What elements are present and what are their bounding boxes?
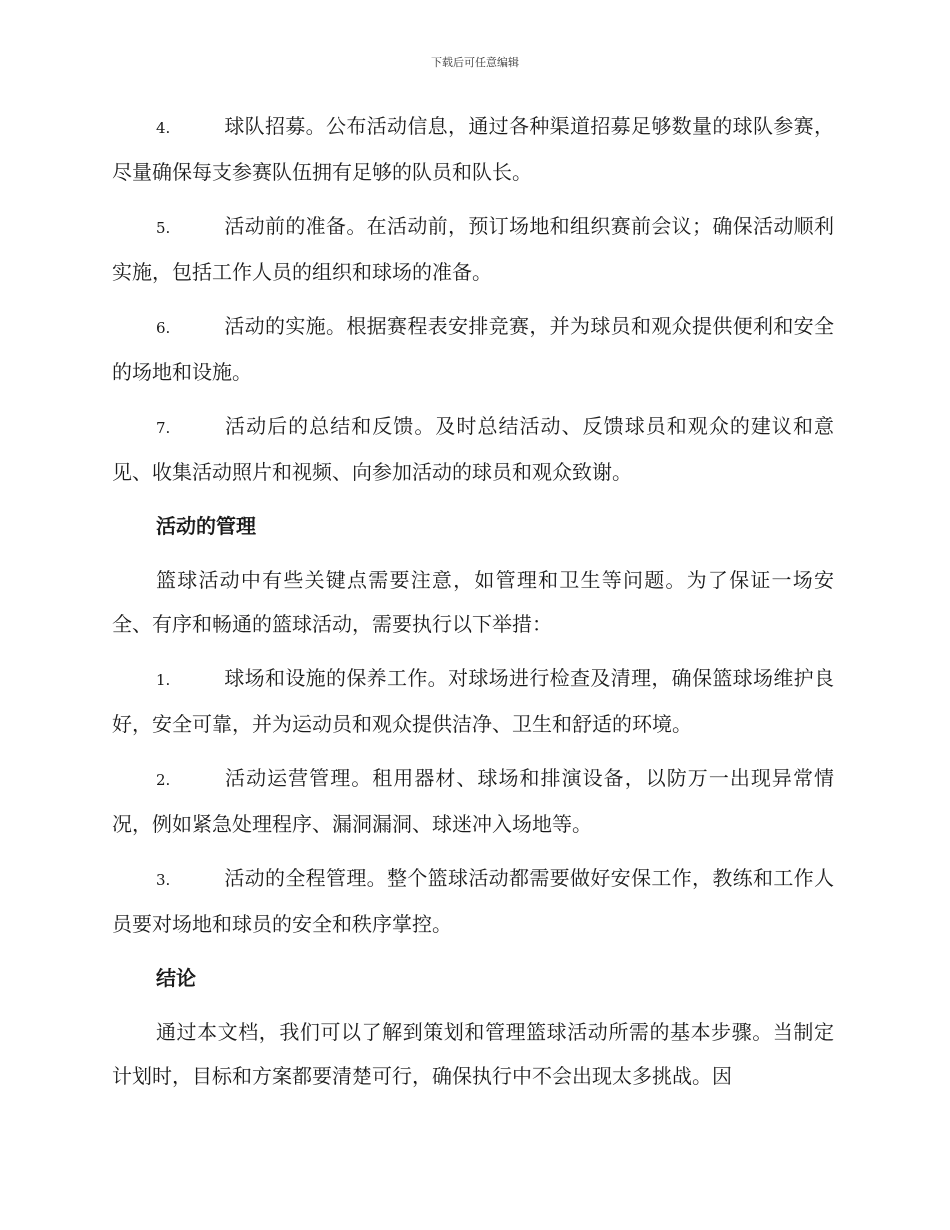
- conclusion-paragraph: 通过本文档，我们可以了解到策划和管理篮球活动所需的基本步骤。当制定计划时，目标和方案都要清楚可行，确保执行中不会出现太多挑战。因: [112, 1020, 834, 1088]
- list-item: [112, 656, 834, 746]
- list-text: 球队招募。公布活动信息，通过各种渠道招募足够数量的球队参赛，尽量确保每支参赛队伍拥有足够的队员和队长。: [112, 114, 834, 184]
- list-number: 3.: [156, 871, 171, 889]
- list-number: 1.: [156, 671, 171, 689]
- section-intro-paragraph: 篮球活动中有些关键点需要注意，如管理和卫生等问题。为了保证一场安全、有序和畅通的篮球活动，需要执行以下举措：: [112, 568, 834, 636]
- list-number: 2.: [156, 771, 171, 789]
- list-item: [112, 404, 834, 494]
- list-text: 活动后的总结和反馈。及时总结活动、反馈球员和观众的建议和意见、收集活动照片和视频、向参加活动的球员和观众致谢。: [112, 414, 834, 484]
- section-heading-management: 活动的管理: [156, 514, 256, 538]
- list-text: 活动的全程管理。整个篮球活动都需要做好安保工作，教练和工作人员要对场地和球员的安全和秩序掌控。: [112, 866, 834, 936]
- list-text: 活动的实施。根据赛程表安排竞赛，并为球员和观众提供便利和安全的场地和设施。: [112, 314, 834, 384]
- list-item: [112, 104, 834, 194]
- list-item: [112, 304, 834, 394]
- list-item: [112, 856, 834, 946]
- list-number: 6.: [156, 319, 171, 337]
- list-text: 活动运营管理。租用器材、球场和排演设备，以防万一出现异常情况，例如紧急处理程序、漏洞漏洞、球迷冲入场地等。: [112, 766, 834, 836]
- list-text: 活动前的准备。在活动前，预订场地和组织赛前会议；确保活动顺利实施，包括工作人员的组织和球场的准备。: [112, 214, 834, 284]
- list-item: [112, 756, 834, 846]
- list-text: 球场和设施的保养工作。对球场进行检查及清理，确保篮球场维护良好，安全可靠，并为运动员和观众提供洁净、卫生和舒适的环境。: [112, 666, 834, 736]
- section-heading-conclusion: 结论: [156, 966, 196, 990]
- list-number: 4.: [156, 119, 171, 137]
- list-item: [112, 204, 834, 294]
- list-number: 7.: [156, 419, 171, 437]
- document-body: [112, 104, 834, 1108]
- page-header: 下载后可任意编辑: [431, 56, 519, 69]
- list-number: 5.: [156, 219, 171, 237]
